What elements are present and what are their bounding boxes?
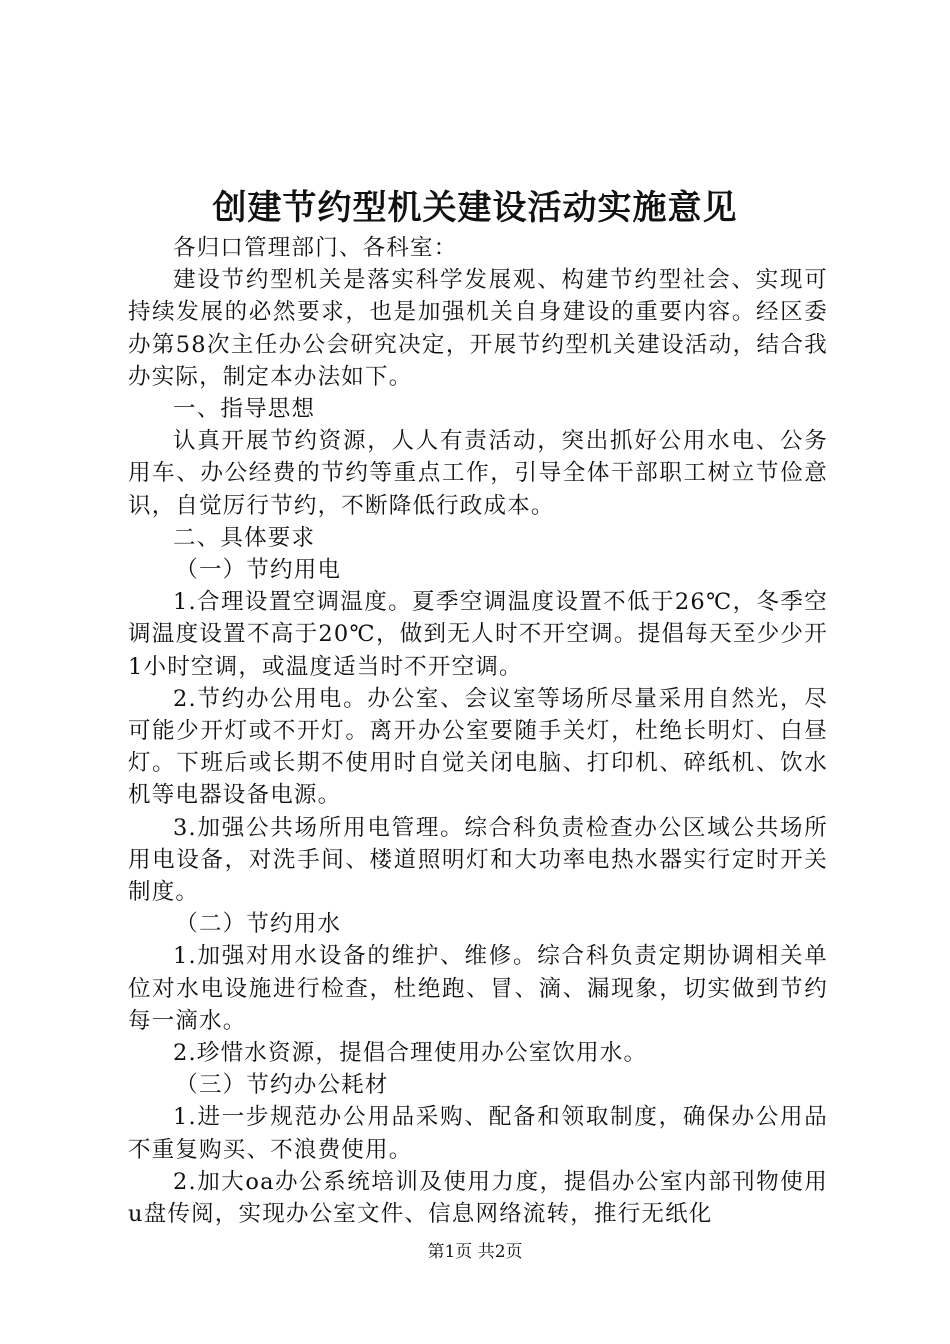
electricity-item-2: 2.节约办公用电。办公室、会议室等场所尽量采用自然光，尽可能少开灯或不开灯。离开办公室要随手关灯，杜绝长明灯、白昼灯。下班后或长期不使用时自觉关闭电脑、打印机、碎纸机、饮水机等电器设备电源。 <box>128 685 828 809</box>
water-item-1: 1.加强对用水设备的维护、维修。综合科负责定期协调相关单位对水电设施进行检查，杜绝跑、冒、滴、漏现象，切实做到节约每一滴水。 <box>128 943 828 1034</box>
guiding-principle-paragraph: 认真开展节约资源，人人有责活动，突出抓好公用水电、公务用车、办公经费的节约等重点工作，引导全体干部职工树立节俭意识，自觉厉行节约，不断降低行政成本。 <box>128 428 828 519</box>
subsection-heading-supplies: （三）节约办公耗材 <box>175 1072 389 1099</box>
salutation: 各归口管理部门、各科室： <box>173 235 458 261</box>
subsection-heading-electricity: （一）节约用电 <box>175 557 342 584</box>
supplies-item-2: 2.加大oa办公系统培训及使用力度，提倡办公室内部刊物使用u盘传阅，实现办公室文件、信息网络流转，推行无纸化 <box>128 1168 828 1228</box>
subsection-heading-water: （二）节约用水 <box>175 911 342 938</box>
water-item-2: 2.珍惜水资源，提倡合理使用办公室饮用水。 <box>173 1040 648 1067</box>
electricity-item-3: 3.加强公共场所用电管理。综合科负责检查办公区域公共场所用电设备，对洗手间、楼道照明灯和大功率电热水器实行定时开关制度。 <box>128 814 828 906</box>
document-title: 创建节约型机关建设活动实施意见 <box>212 188 738 228</box>
section-heading-requirements: 二、具体要求 <box>173 524 316 551</box>
supplies-item-1: 1.进一步规范办公用品采购、配备和领取制度，确保办公用品不重复购买、不浪费使用。 <box>128 1104 828 1163</box>
intro-paragraph: 建设节约型机关是落实科学发展观、构建节约型社会、实现可持续发展的必然要求，也是加强机关自身建设的重要内容。经区委办第58次主任办公会研究决定，开展节约型机关建设活动，结合我办实际，制定本办法如下。 <box>128 267 828 390</box>
section-heading-guiding-principle: 一、指导思想 <box>173 396 316 423</box>
electricity-item-1: 1.合理设置空调温度。夏季空调温度设置不低于26℃，冬季空调温度设置不高于20℃，做到无人时不开空调。提倡每天至少少开1小时空调，或温度适当时不开空调。 <box>128 589 828 680</box>
document-body <box>128 232 828 1230</box>
page-number-footer: 第1页 共2页 <box>427 1242 523 1262</box>
